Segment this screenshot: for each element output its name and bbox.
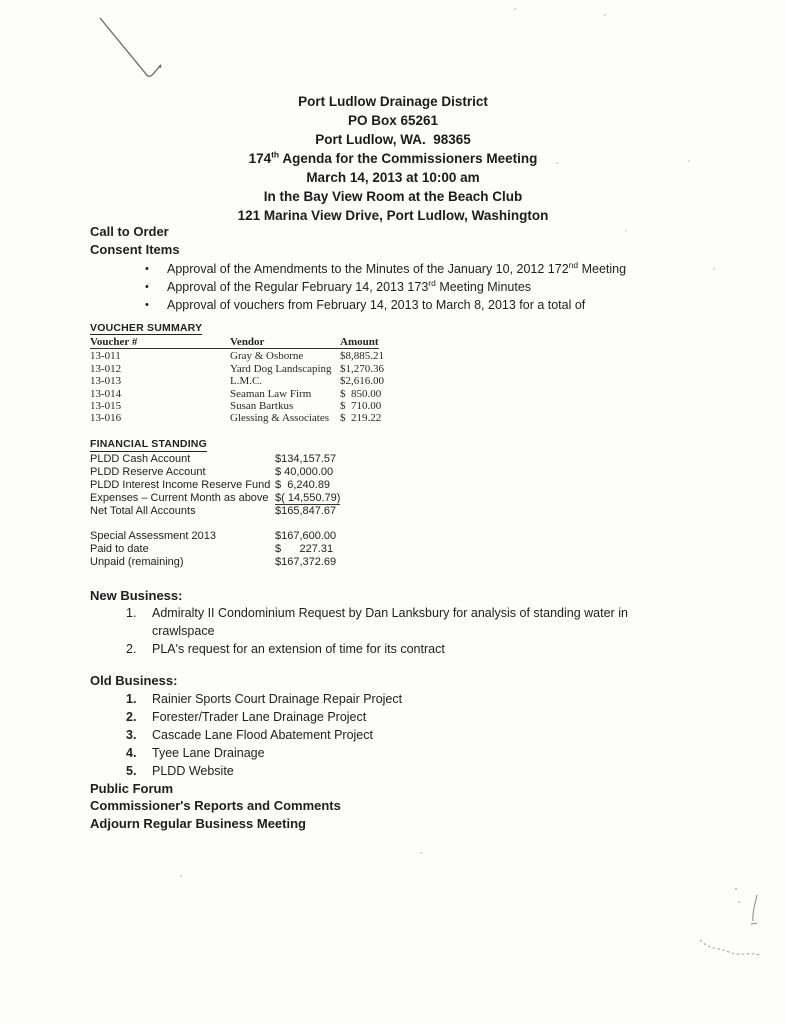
assessment-row (90, 543, 730, 556)
voucher-row (90, 388, 730, 400)
consent-item-text-pre: Approval of the Amendments to the Minutes of the January 10, 2012 172 (167, 262, 569, 276)
item-number: 3. (126, 727, 137, 742)
financial-label: PLDD Reserve Account (90, 465, 206, 478)
meeting-datetime-line: March 14, 2013 at 10:00 am (306, 170, 480, 185)
assessment-row (90, 530, 730, 543)
item-number: 2. (126, 642, 137, 657)
voucher-number: 13-011 (90, 350, 121, 363)
po-box-line: PO Box 65261 (347, 113, 439, 128)
financial-row (90, 479, 730, 492)
meeting-room-line: In the Bay View Room at the Beach Club (263, 189, 523, 204)
financial-label: Paid to date (90, 542, 149, 555)
scan-speck (420, 852, 422, 854)
bullet-icon: • (145, 299, 149, 311)
voucher-amount: $2,616.00 (340, 375, 384, 388)
financial-amount: $167,600.00 (275, 529, 337, 542)
voucher-row (90, 400, 730, 412)
old-business-item (90, 762, 730, 780)
scan-speck (180, 875, 182, 877)
voucher-vendor: Gray & Osborne (230, 350, 304, 363)
voucher-vendor: Yard Dog Landscaping (230, 362, 332, 375)
financial-amount: $( 14,550.79) (275, 491, 341, 504)
old-business-item (90, 690, 730, 708)
public-forum-heading: Public Forum (90, 780, 174, 796)
consent-item-text-pre: Approval of vouchers from February 14, 2013 to March 8, 2013 for a total of (167, 298, 586, 312)
new-business-section (90, 587, 730, 659)
voucher-summary-title: VOUCHER SUMMARY (90, 322, 203, 334)
consent-item-text-pre: Approval of the Regular February 14, 2013 173 (167, 280, 429, 294)
voucher-vendor: Susan Bartkus (230, 400, 294, 413)
financial-label: Net Total All Accounts (90, 504, 196, 517)
ordinal-suffix: nd (568, 259, 579, 270)
pen-squiggle-marks (680, 878, 786, 973)
voucher-number: 13-014 (90, 387, 122, 400)
voucher-table (90, 336, 730, 425)
col-header-voucher: Voucher # (90, 336, 230, 349)
old-business-item (90, 708, 730, 726)
col-header-amount-text: Amount (340, 336, 379, 348)
col-header-vendor: Vendor (230, 336, 340, 349)
item-text: PLA's request for an extension of time for its contract (152, 642, 445, 657)
consent-item (90, 296, 730, 314)
voucher-table-header-row (90, 336, 730, 349)
consent-items-list (90, 260, 730, 314)
voucher-vendor: L.M.C. (230, 375, 263, 388)
voucher-amount: $ 219.22 (340, 412, 382, 425)
new-business-heading: New Business: (90, 587, 183, 603)
financial-amount: $167,372.69 (275, 555, 337, 568)
commissioners-reports-heading: Commissioner's Reports and Comments (90, 798, 341, 814)
voucher-amount: $8,885.21 (340, 350, 384, 363)
agenda-ordinal-suffix: th (271, 149, 280, 160)
voucher-vendor: Glessing & Associates (230, 412, 329, 425)
agenda-title-rest: Agenda for the Commissioners Meeting (279, 151, 538, 166)
call-to-order-heading: Call to Order (90, 224, 169, 239)
meeting-address-line: 121 Marina View Drive, Port Ludlow, Washington (237, 208, 549, 223)
voucher-row (90, 412, 730, 424)
org-name-line: Port Ludlow Drainage District (298, 94, 488, 109)
consent-item-text-post: Meeting (578, 262, 627, 276)
consent-item-text (167, 296, 585, 314)
bullet-icon: • (145, 263, 149, 275)
financial-standing-section (90, 434, 730, 569)
financial-label: Expenses – Current Month as above (90, 491, 269, 504)
voucher-amount: $ 850.00 (340, 387, 382, 400)
voucher-vendor: Seaman Law Firm (230, 387, 312, 400)
consent-item-text (167, 260, 626, 278)
item-text: Admiralty II Condominium Request by Dan Lanksbury for analysis of standing water in crawlspace (152, 606, 628, 639)
new-business-item (90, 640, 730, 658)
adjourn-heading: Adjourn Regular Business Meeting (90, 815, 306, 831)
item-text: PLDD Website (152, 763, 234, 778)
bullet-icon: • (145, 281, 149, 293)
consent-item (90, 260, 730, 278)
agenda-number: 174 (248, 151, 272, 166)
consent-items-heading: Consent Items (90, 241, 180, 257)
financial-row-expenses (90, 492, 730, 505)
item-text: Tyee Lane Drainage (152, 745, 265, 760)
financial-label: Special Assessment 2013 (90, 529, 216, 542)
ordinal-suffix: rd (428, 277, 436, 288)
voucher-summary-section (90, 318, 730, 425)
item-number: 4. (126, 745, 137, 760)
consent-item (90, 278, 730, 296)
consent-item-text (167, 278, 531, 296)
voucher-row (90, 375, 730, 387)
item-number: 1. (126, 606, 137, 621)
financial-amount: $165,847.67 (275, 504, 337, 517)
item-text: Cascade Lane Flood Abatement Project (152, 727, 373, 742)
scan-speck (514, 8, 516, 10)
assessment-row (90, 556, 730, 569)
old-business-item (90, 744, 730, 762)
old-business-section (90, 672, 730, 780)
agenda-body (90, 223, 730, 832)
voucher-amount: $1,270.36 (340, 362, 384, 375)
document-header (0, 92, 786, 225)
agenda-title-line (0, 149, 786, 168)
financial-label: Unpaid (remaining) (90, 555, 184, 568)
voucher-row (90, 363, 730, 375)
financial-amount: $134,157.57 (275, 452, 337, 465)
consent-item-text-post: Meeting Minutes (435, 280, 532, 294)
item-text: Rainier Sports Court Drainage Repair Project (152, 691, 403, 706)
financial-amount: $ 6,240.89 (275, 478, 331, 491)
spacer (90, 518, 730, 530)
item-number: 2. (126, 709, 137, 724)
voucher-number: 13-012 (90, 362, 122, 375)
financial-label: PLDD Interest Income Reserve Fund (90, 478, 271, 491)
voucher-amount: $ 710.00 (340, 400, 382, 413)
voucher-number: 13-013 (90, 375, 122, 388)
financial-row-net-total (90, 505, 730, 518)
financial-standing-title: FINANCIAL STANDING (90, 437, 207, 450)
voucher-row (90, 350, 730, 362)
financial-amount: $ 40,000.00 (275, 465, 334, 478)
item-number: 5. (126, 763, 137, 778)
old-business-heading: Old Business: (90, 673, 178, 689)
col-header-amount (340, 336, 379, 349)
city-state-zip-line: Port Ludlow, WA. 98365 (315, 132, 471, 147)
voucher-number: 13-016 (90, 412, 122, 425)
voucher-number: 13-015 (90, 400, 122, 413)
financial-row (90, 466, 730, 479)
item-number: 1. (126, 691, 137, 706)
handwritten-check-mark (80, 8, 200, 88)
scan-speck (604, 14, 606, 16)
new-business-item (90, 604, 730, 640)
financial-amount-underlined (275, 492, 340, 505)
financial-label: PLDD Cash Account (90, 452, 191, 465)
financial-row (90, 453, 730, 466)
financial-amount: $ 227.31 (275, 542, 334, 555)
old-business-item (90, 726, 730, 744)
item-text: Forester/Trader Lane Drainage Project (152, 709, 367, 724)
